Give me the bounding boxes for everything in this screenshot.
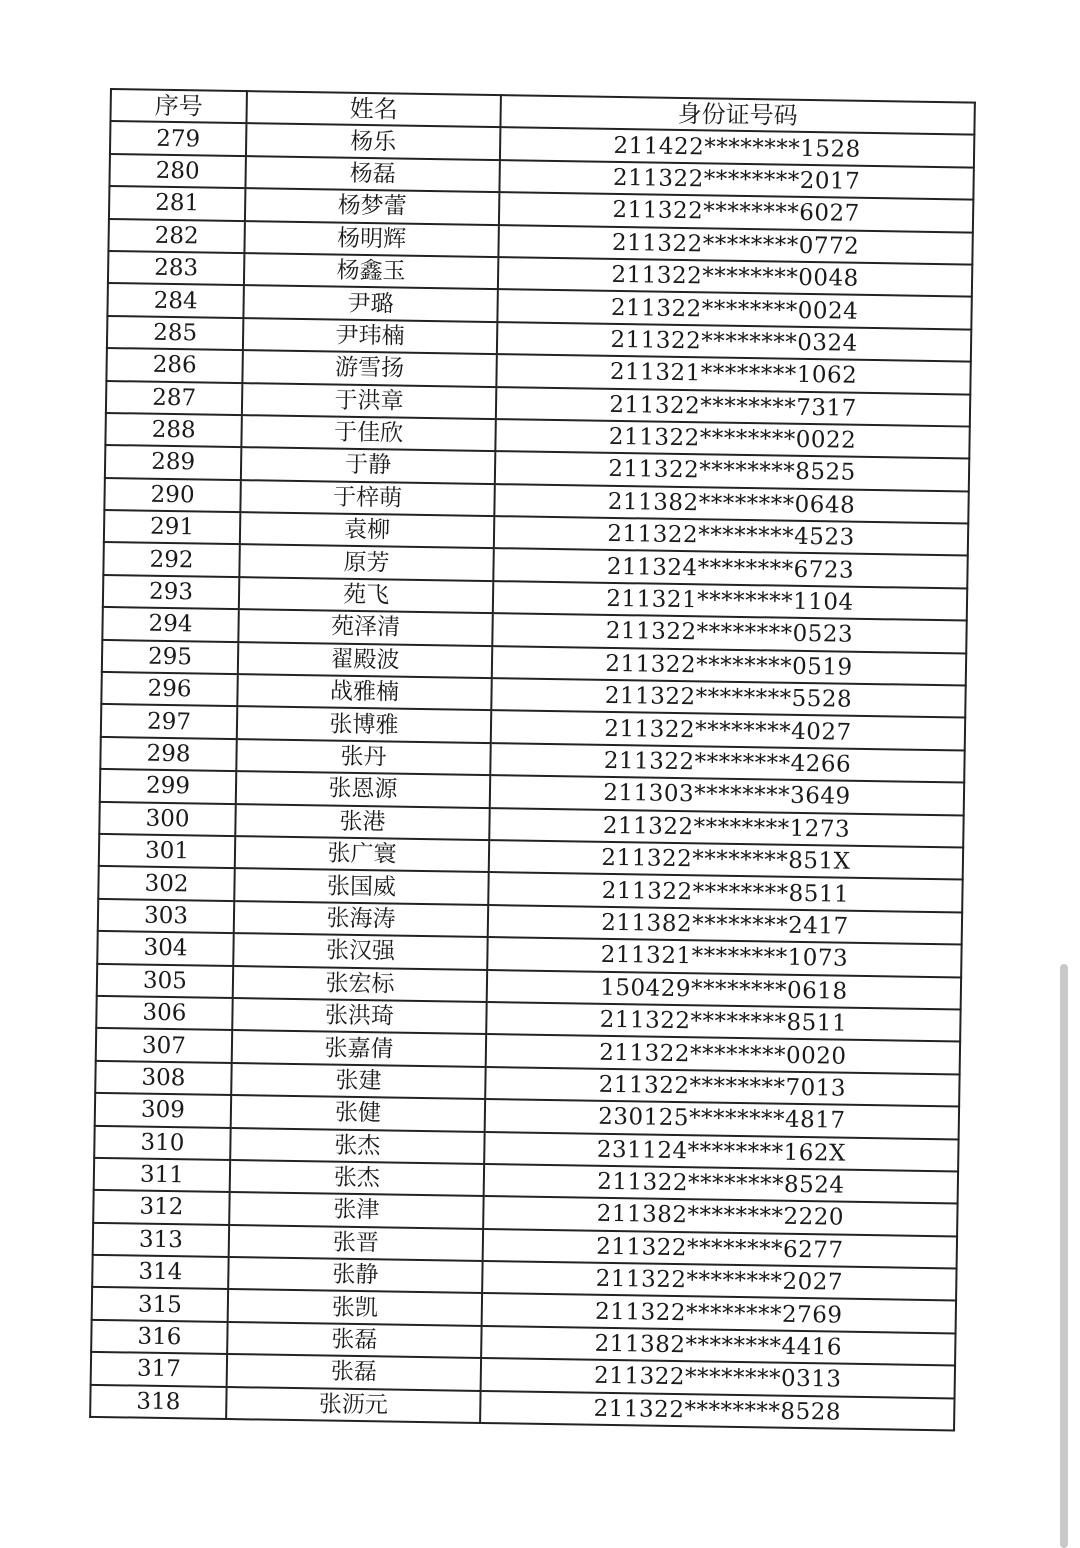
cell-name: 袁柳	[240, 512, 494, 548]
cell-name: 尹玮楠	[243, 318, 497, 354]
cell-seq: 292	[103, 542, 239, 577]
cell-id-number: 211382********2220	[483, 1196, 957, 1236]
cell-name: 翟殿波	[238, 642, 492, 678]
cell-seq: 295	[102, 640, 238, 675]
cell-seq: 310	[94, 1125, 230, 1160]
cell-id-number: 211324********6723	[493, 549, 967, 589]
cell-id-number: 211322********4027	[491, 710, 965, 750]
cell-name: 杨磊	[245, 156, 499, 192]
cell-seq: 291	[104, 510, 240, 545]
cell-name: 张丹	[236, 739, 490, 775]
cell-seq: 308	[95, 1061, 231, 1096]
cell-id-number: 211303********3649	[490, 775, 964, 815]
cell-id-number: 211321********1104	[493, 581, 967, 621]
header-seq: 序号	[110, 89, 246, 124]
scrollbar-thumb[interactable]	[1060, 964, 1068, 1548]
cell-id-number: 211322********2017	[499, 160, 973, 200]
cell-id-number: 211422********1528	[500, 128, 974, 168]
cell-id-number: 211322********8524	[484, 1164, 958, 1204]
cell-name: 张洪琦	[232, 998, 486, 1034]
cell-id-number: 211322********4523	[494, 516, 968, 556]
cell-name: 张静	[228, 1257, 482, 1293]
cell-name: 尹璐	[243, 285, 497, 321]
cell-id-number: 211322********7013	[485, 1067, 959, 1107]
cell-seq: 280	[109, 154, 245, 189]
cell-seq: 294	[102, 607, 238, 642]
cell-name: 张海涛	[234, 901, 488, 937]
cell-seq: 305	[97, 963, 233, 998]
cell-seq: 312	[93, 1190, 229, 1225]
cell-id-number: 211382********0648	[494, 484, 968, 524]
cell-name: 张广寰	[235, 836, 489, 872]
cell-id-number: 211322********0048	[498, 257, 972, 297]
cell-seq: 301	[99, 834, 235, 869]
cell-seq: 293	[103, 575, 239, 610]
cell-name: 张磊	[227, 1322, 481, 1358]
cell-id-number: 211322********851X	[489, 840, 963, 880]
cell-name: 张恩源	[236, 771, 490, 807]
cell-seq: 282	[108, 219, 244, 254]
cell-seq: 290	[104, 478, 240, 513]
header-id-number: 身份证号码	[500, 95, 974, 135]
cell-seq: 287	[106, 380, 242, 415]
cell-seq: 313	[93, 1223, 229, 1258]
cell-name: 张磊	[227, 1354, 481, 1390]
cell-name: 张杰	[230, 1160, 484, 1196]
cell-seq: 314	[92, 1255, 228, 1290]
cell-seq: 281	[109, 186, 245, 221]
table-body	[90, 121, 974, 1430]
header-name: 姓名	[246, 91, 500, 127]
cell-seq: 286	[106, 348, 242, 383]
cell-seq: 297	[101, 704, 237, 739]
cell-name: 张杰	[230, 1128, 484, 1164]
cell-id-number: 211321********1073	[487, 937, 961, 977]
cell-name: 张宏标	[233, 966, 487, 1002]
cell-name: 苑飞	[239, 577, 493, 613]
cell-seq: 300	[99, 802, 235, 837]
cell-name: 战雅楠	[237, 674, 491, 710]
cell-id-number: 211322********0020	[486, 1034, 960, 1074]
roster-table	[89, 88, 976, 1431]
cell-id-number: 211322********1273	[489, 808, 963, 848]
cell-id-number: 211322********2769	[482, 1293, 956, 1333]
cell-name: 张健	[231, 1095, 485, 1131]
cell-id-number: 211322********0523	[492, 613, 966, 653]
cell-name: 张沥元	[226, 1387, 480, 1423]
cell-name: 杨明辉	[244, 221, 498, 257]
cell-name: 杨乐	[246, 124, 500, 160]
cell-name: 于梓萌	[240, 480, 494, 516]
cell-seq: 307	[96, 1028, 232, 1063]
cell-id-number: 150429********0618	[487, 970, 961, 1010]
cell-id-number: 211322********8528	[480, 1391, 954, 1431]
cell-seq: 285	[107, 316, 243, 351]
cell-seq: 303	[98, 899, 234, 934]
cell-id-number: 211322********4266	[490, 743, 964, 783]
cell-seq: 317	[91, 1352, 227, 1387]
cell-id-number: 211322********0519	[492, 646, 966, 686]
cell-seq: 302	[98, 866, 234, 901]
cell-seq: 306	[96, 996, 232, 1031]
cell-seq: 311	[94, 1158, 230, 1193]
cell-name: 原芳	[239, 545, 493, 581]
cell-seq: 289	[105, 445, 241, 480]
cell-name: 于静	[241, 447, 495, 483]
cell-id-number: 211322********0324	[497, 322, 971, 362]
cell-name: 张港	[235, 804, 489, 840]
cell-name: 杨梦蕾	[245, 188, 499, 224]
cell-seq: 279	[110, 121, 246, 156]
cell-seq: 298	[100, 737, 236, 772]
cell-id-number: 211322********6027	[499, 192, 973, 232]
cell-seq: 284	[107, 283, 243, 318]
cell-name: 张博雅	[237, 706, 491, 742]
cell-id-number: 211322********8525	[495, 451, 969, 491]
cell-name: 张津	[229, 1192, 483, 1228]
cell-name: 于洪章	[242, 383, 496, 419]
cell-id-number: 211382********2417	[488, 905, 962, 945]
cell-seq: 309	[95, 1093, 231, 1128]
cell-seq: 316	[91, 1320, 227, 1355]
cell-name: 张凯	[228, 1289, 482, 1325]
cell-name: 杨鑫玉	[244, 253, 498, 289]
cell-seq: 296	[101, 672, 237, 707]
cell-id-number: 211322********0313	[481, 1358, 955, 1398]
cell-id-number: 211322********7317	[496, 387, 970, 427]
cell-name: 游雪扬	[242, 350, 496, 386]
cell-id-number: 211322********0024	[497, 289, 971, 329]
cell-seq: 299	[100, 769, 236, 804]
cell-id-number: 211321********1062	[496, 354, 970, 394]
cell-seq: 288	[105, 413, 241, 448]
cell-id-number: 211382********4416	[481, 1326, 955, 1366]
cell-name: 苑泽清	[238, 609, 492, 645]
cell-name: 张建	[231, 1063, 485, 1099]
cell-seq: 283	[108, 251, 244, 286]
cell-name: 张汉强	[233, 933, 487, 969]
cell-name: 张嘉倩	[232, 1030, 486, 1066]
cell-name: 张晋	[229, 1225, 483, 1261]
cell-id-number: 211322********5528	[491, 678, 965, 718]
cell-id-number: 231124********162X	[484, 1132, 958, 1172]
cell-id-number: 211322********8511	[486, 1002, 960, 1042]
cell-seq: 315	[92, 1287, 228, 1322]
cell-id-number: 230125********4817	[485, 1099, 959, 1139]
cell-seq: 318	[90, 1384, 226, 1419]
cell-name: 于佳欣	[241, 415, 495, 451]
cell-id-number: 211322********0022	[495, 419, 969, 459]
cell-seq: 304	[97, 931, 233, 966]
cell-id-number: 211322********0772	[498, 225, 972, 265]
cell-id-number: 211322********8511	[488, 872, 962, 912]
cell-id-number: 211322********2027	[482, 1261, 956, 1301]
cell-id-number: 211322********6277	[483, 1229, 957, 1269]
cell-name: 张国威	[234, 868, 488, 904]
